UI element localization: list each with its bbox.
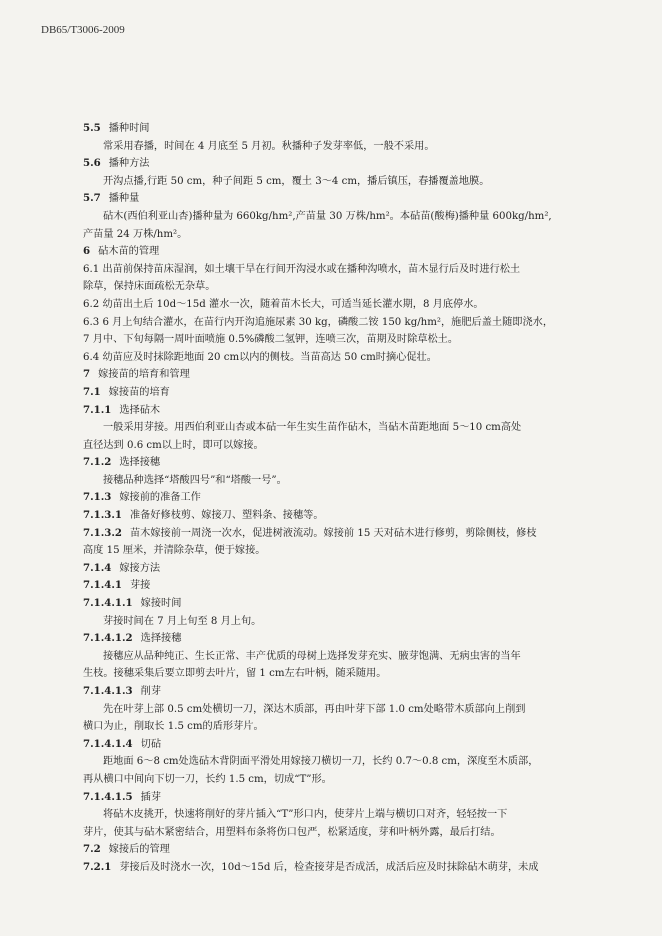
paragraph: 6.1 出苗前保持苗床湿润，如土壤干旱在行间开沟浸水或在播种沟喷水，苗木显行后及时进行松土 xyxy=(83,263,521,275)
heading-7-1-4-1-2: 7.1.4.1.2 选择接穗 xyxy=(83,632,182,645)
heading-5-7: 5.7 播种量 xyxy=(83,192,140,205)
paragraph: 常采用春播，时间在 4 月底至 5 月初。秋播种子发芽率低，一般不采用。 xyxy=(103,140,435,152)
heading-7-1-3: 7.1.3 嫁接前的准备工作 xyxy=(83,491,201,504)
heading-7-1: 7.1 嫁接苗的培育 xyxy=(83,385,170,398)
paragraph: 先在叶芽上部 0.5 cm处横切一刀，深达木质部，再由叶芽下部 1.0 cm处略带木质部向上削到 xyxy=(103,703,526,715)
clause-7-1-3-2: 7.1.3.2 苗木嫁接前一周浇一次水，促进树液流动。嫁接前 15 天对砧木进行修剪，剪除侧枝，修枝 xyxy=(83,526,537,539)
heading-7-1-4-1-4: 7.1.4.1.4 切砧 xyxy=(83,737,162,750)
standard-code: DB65/T3006-2009 xyxy=(41,24,125,36)
paragraph: 接穗应从品种纯正、生长正常、丰产优质的母树上选择发芽充实、腋芽饱满、无病虫害的当年 xyxy=(103,650,521,662)
clause-7-1-3-1: 7.1.3.1 准备好修枝剪、嫁接刀、塑料条、接穗等。 xyxy=(83,509,324,522)
heading-7-1-4: 7.1.4 嫁接方法 xyxy=(83,561,161,574)
heading-5-6: 5.6 播种方法 xyxy=(83,157,150,170)
heading-7: 7 嫁接苗的培育和管理 xyxy=(83,368,190,381)
paragraph: 7 月中、下旬每隔一周叶面喷施 0.5%磷酸二氢钾，连喷三次，苗期及时除草松土。 xyxy=(83,334,459,346)
paragraph: 6.3 6 月上旬结合灌水，在苗行内开沟追施尿素 30 kg，磷酸二铵 150 kg/hm²，施肥后盖土随即浇水， xyxy=(83,316,554,328)
paragraph: 一般采用芽接。用西伯利亚山杏或本砧一年生实生苗作砧木，当砧木苗距地面 5～10 cm高处 xyxy=(103,422,522,434)
paragraph: 再从横口中间向下切一刀，长约 1.5 cm，切成“T”形。 xyxy=(83,773,332,785)
paragraph: 高度 15 厘米，并清除杂草，便于嫁接。 xyxy=(83,545,266,557)
paragraph: 产苗量 24 万株/hm²。 xyxy=(83,228,188,240)
heading-7-1-2: 7.1.2 选择接穗 xyxy=(83,456,161,469)
paragraph: 除草，保持床面疏松无杂草。 xyxy=(83,281,216,293)
paragraph: 接穗品种选择“塔酸四号”和“塔酸一号”。 xyxy=(103,474,287,486)
heading-7-1-4-1-1: 7.1.4.1.1 嫁接时间 xyxy=(83,597,182,610)
document-body xyxy=(83,120,589,877)
heading-7-1-1: 7.1.1 选择砧木 xyxy=(83,403,161,416)
paragraph: 砧木(西伯利亚山杏)播种量为 660kg/hm²,产苗量 30 万株/hm²。本砧苗(酸梅)播种量 600kg/hm², xyxy=(103,210,552,222)
paragraph: 横口为止，削取长 1.5 cm的盾形芽片。 xyxy=(83,721,264,733)
heading-7-1-4-1: 7.1.4.1 芽接 xyxy=(83,579,151,592)
heading-7-1-4-1-3: 7.1.4.1.3 削芽 xyxy=(83,685,162,697)
paragraph: 6.2 幼苗出土后 10d～15d 灌水一次，随着苗木长大，可适当延长灌水期，8 月底停水。 xyxy=(83,298,484,310)
paragraph: 直径达到 0.6 cm以上时，即可以嫁接。 xyxy=(83,439,264,451)
paragraph: 将砧木皮挑开，快速将削好的芽片插入“T”形口内，使芽片上端与横切口对齐，轻轻按一下 xyxy=(103,809,508,821)
heading-5-5: 5.5 播种时间 xyxy=(83,122,150,134)
paragraph: 开沟点播,行距 50 cm，种子间距 5 cm，覆土 3～4 cm，播后镇压，春播覆盖地膜。 xyxy=(103,175,490,187)
heading-6: 6 砧木苗的管理 xyxy=(83,245,160,258)
paragraph: 生枝。接穗采集后要立即剪去叶片，留 1 cm左右叶柄，随采随用。 xyxy=(83,668,387,680)
paragraph: 芽片，使其与砧木紧密结合，用塑料布条将伤口包严，松紧适度，芽和叶柄外露，最后打结。 xyxy=(83,826,501,838)
clause-7-2-1: 7.2.1 芽接后及时浇水一次，10d～15d 后，检查接芽是否成活，成活后应及时抹除砧木萌芽，未成 xyxy=(83,860,539,873)
heading-7-1-4-1-5: 7.1.4.1.5 插芽 xyxy=(83,790,162,803)
heading-7-2: 7.2 嫁接后的管理 xyxy=(83,843,170,856)
paragraph: 芽接时间在 7 月上旬至 8 月上旬。 xyxy=(103,615,262,627)
paragraph: 距地面 6～8 cm处选砧木背阴面平滑处用嫁接刀横切一刀，长约 0.7～0.8 cm，深度至木质部， xyxy=(103,756,539,768)
paragraph: 6.4 幼苗应及时抹除距地面 20 cm以内的侧枝。当苗高达 50 cm时摘心促壮。 xyxy=(83,351,437,363)
